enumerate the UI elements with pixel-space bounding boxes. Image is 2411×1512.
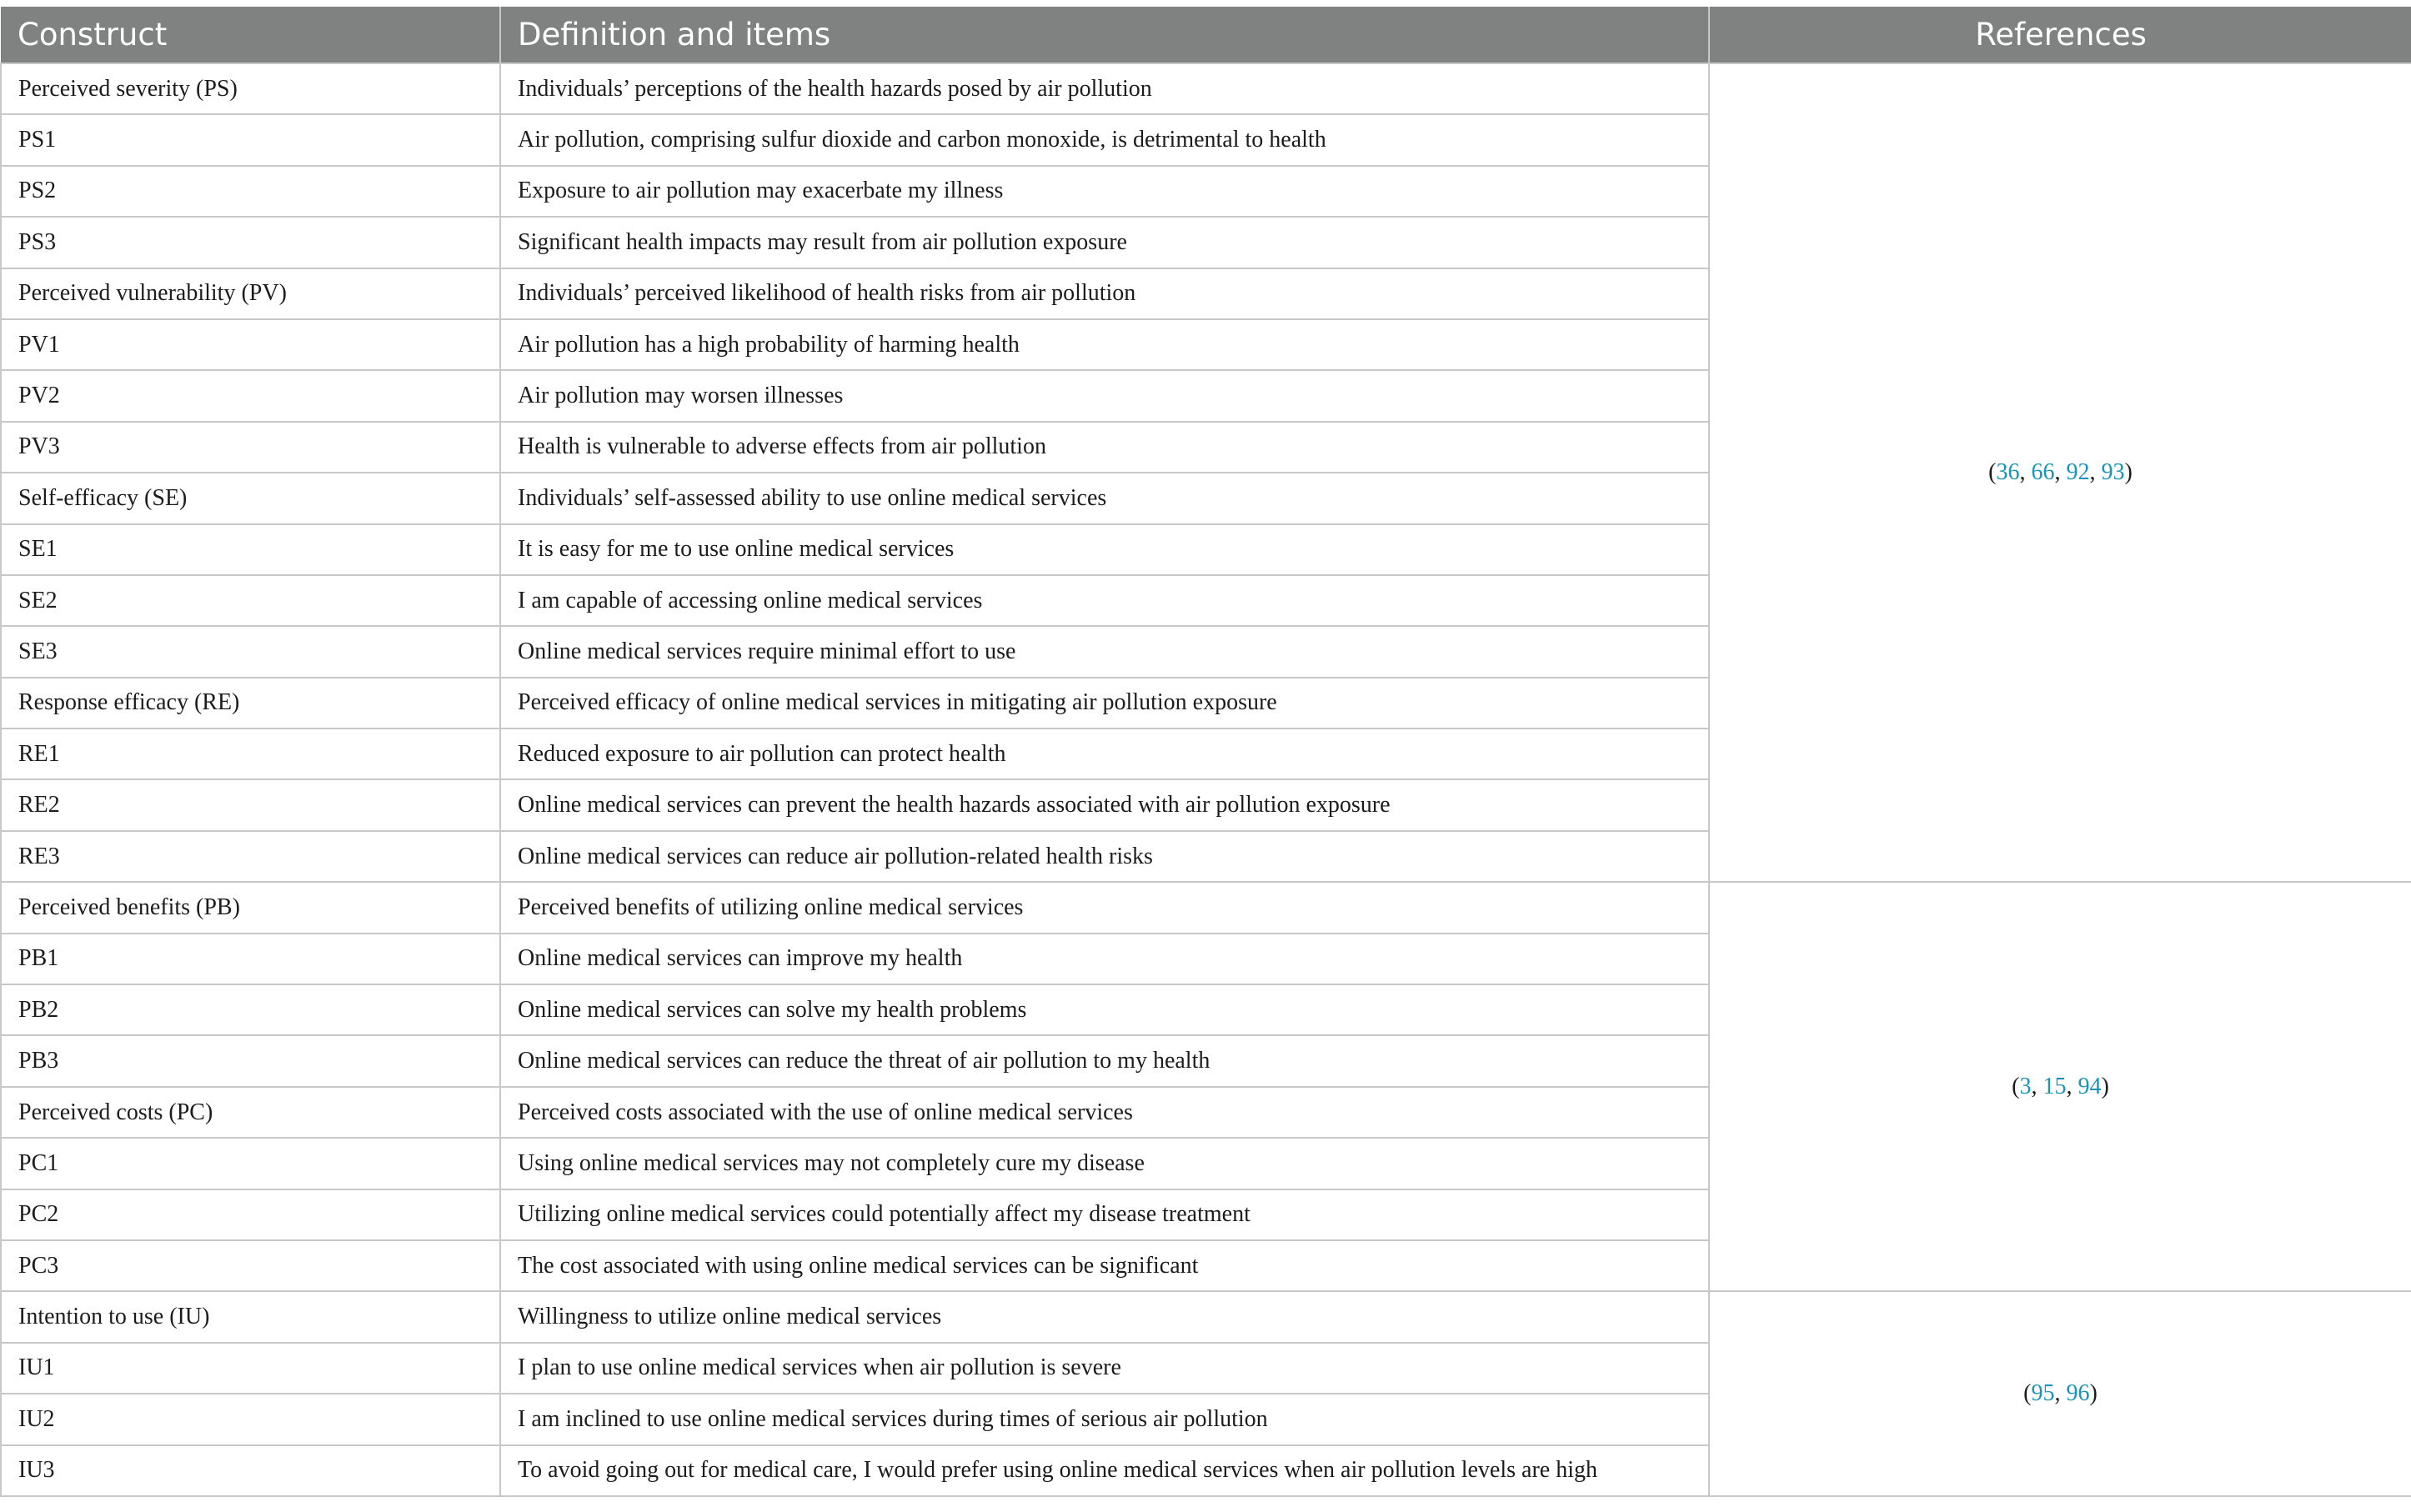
table-row <box>1 63 2411 114</box>
construct-cell: PV1 <box>1 319 500 370</box>
definition-cell: Reduced exposure to air pollution can protect health <box>500 728 1709 779</box>
construct-cell: Perceived benefits (PB) <box>1 882 500 933</box>
construct-cell: PV3 <box>1 422 500 473</box>
citation-link[interactable]: 3 <box>2019 1073 2032 1099</box>
references-cell: (95, 96) <box>1709 1291 2411 1496</box>
construct-cell: IU2 <box>1 1394 500 1444</box>
construct-cell: PV2 <box>1 370 500 421</box>
definition-cell: It is easy for me to use online medical services <box>500 524 1709 575</box>
constructs-table <box>0 7 2411 1497</box>
definition-cell: Utilizing online medical services could potentially affect my disease treatment <box>500 1189 1709 1240</box>
construct-cell: Intention to use (IU) <box>1 1291 500 1342</box>
citation-link[interactable]: 93 <box>2101 459 2125 486</box>
definition-cell: Individuals’ self-assessed ability to use online medical services <box>500 473 1709 523</box>
definition-cell: Willingness to utilize online medical services <box>500 1291 1709 1342</box>
definition-cell: Significant health impacts may result from air pollution exposure <box>500 217 1709 268</box>
definition-cell: The cost associated with using online medical services can be significant <box>500 1240 1709 1291</box>
definition-cell: Online medical services can reduce air pollution-related health risks <box>500 831 1709 882</box>
definition-cell: I am capable of accessing online medical services <box>500 575 1709 626</box>
definition-cell: Air pollution has a high probability of harming health <box>500 319 1709 370</box>
construct-cell: PS3 <box>1 217 500 268</box>
construct-cell: Response efficacy (RE) <box>1 678 500 728</box>
header-row <box>1 7 2411 63</box>
definition-cell: Air pollution, comprising sulfur dioxide and carbon monoxide, is detrimental to health <box>500 114 1709 165</box>
table-row <box>1 1291 2411 1342</box>
construct-cell: Perceived costs (PC) <box>1 1087 500 1138</box>
citation-link[interactable]: 94 <box>2078 1073 2102 1099</box>
definition-cell: Exposure to air pollution may exacerbate my illness <box>500 166 1709 217</box>
citation-link[interactable]: 96 <box>2066 1380 2090 1407</box>
definition-cell: Online medical services can prevent the health hazards associated with air pollution exposure <box>500 779 1709 830</box>
construct-cell: PC1 <box>1 1138 500 1189</box>
construct-cell: RE3 <box>1 831 500 882</box>
citation-link[interactable]: 36 <box>1996 459 2020 486</box>
definition-cell: Health is vulnerable to adverse effects from air pollution <box>500 422 1709 473</box>
construct-cell: RE2 <box>1 779 500 830</box>
definition-cell: Perceived costs associated with the use of online medical services <box>500 1087 1709 1138</box>
table-row <box>1 882 2411 933</box>
definition-cell: Individuals’ perceived likelihood of health risks from air pollution <box>500 268 1709 319</box>
construct-cell: PB2 <box>1 984 500 1035</box>
citation-link[interactable]: 95 <box>2031 1380 2055 1407</box>
construct-cell: RE1 <box>1 728 500 779</box>
citation-link[interactable]: 15 <box>2043 1073 2067 1099</box>
definition-cell: Individuals’ perceptions of the health hazards posed by air pollution <box>500 63 1709 114</box>
definition-cell: Perceived benefits of utilizing online medical services <box>500 882 1709 933</box>
construct-cell: PB3 <box>1 1035 500 1086</box>
construct-cell: SE2 <box>1 575 500 626</box>
definition-cell: Online medical services require minimal effort to use <box>500 626 1709 677</box>
header-definition: Definition and items <box>500 7 1709 63</box>
header-references: References <box>1709 7 2411 63</box>
construct-cell: IU3 <box>1 1445 500 1496</box>
definition-cell: Using online medical services may not completely cure my disease <box>500 1138 1709 1189</box>
references-cell: (3, 15, 94) <box>1709 882 2411 1291</box>
definition-cell: Online medical services can improve my health <box>500 934 1709 984</box>
citation-link[interactable]: 66 <box>2031 459 2055 486</box>
citation-link[interactable]: 92 <box>2066 459 2090 486</box>
definition-cell: Online medical services can solve my health problems <box>500 984 1709 1035</box>
construct-cell: PB1 <box>1 934 500 984</box>
definition-cell: I plan to use online medical services when air pollution is severe <box>500 1343 1709 1394</box>
construct-cell: Self-efficacy (SE) <box>1 473 500 523</box>
construct-cell: PC2 <box>1 1189 500 1240</box>
references-cell: (36, 66, 92, 93) <box>1709 63 2411 882</box>
definition-cell: To avoid going out for medical care, I would prefer using online medical services when air pollution levels are high <box>500 1445 1709 1496</box>
construct-cell: PS1 <box>1 114 500 165</box>
header-construct: Construct <box>1 7 500 63</box>
construct-cell: SE3 <box>1 626 500 677</box>
definition-cell: Online medical services can reduce the threat of air pollution to my health <box>500 1035 1709 1086</box>
table-body <box>1 63 2411 1496</box>
construct-cell: Perceived severity (PS) <box>1 63 500 114</box>
definition-cell: Perceived efficacy of online medical services in mitigating air pollution exposure <box>500 678 1709 728</box>
definition-cell: I am inclined to use online medical services during times of serious air pollution <box>500 1394 1709 1444</box>
construct-cell: IU1 <box>1 1343 500 1394</box>
construct-cell: PS2 <box>1 166 500 217</box>
construct-cell: Perceived vulnerability (PV) <box>1 268 500 319</box>
definition-cell: Air pollution may worsen illnesses <box>500 370 1709 421</box>
construct-cell: SE1 <box>1 524 500 575</box>
construct-cell: PC3 <box>1 1240 500 1291</box>
